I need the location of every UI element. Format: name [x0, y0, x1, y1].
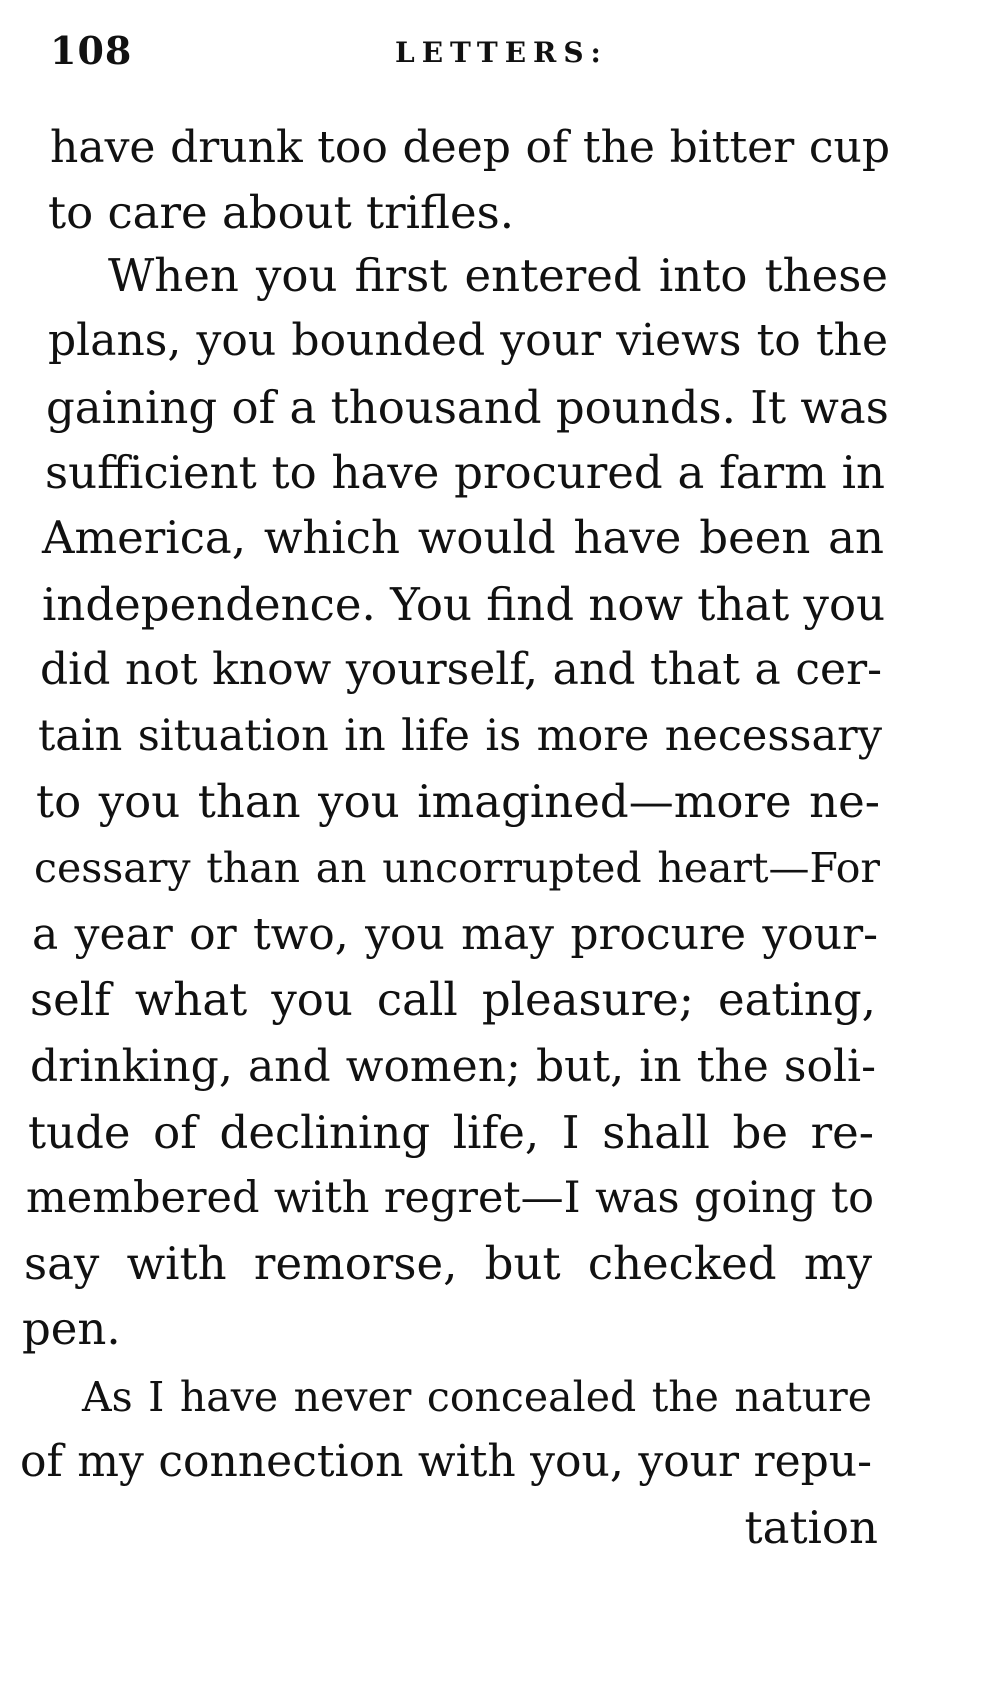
text-line: independence. You find now that you: [42, 578, 886, 631]
text-line: did not know yourself, and that a cer-: [40, 644, 882, 695]
text-line: say with remorse, but checked my: [24, 1237, 872, 1290]
text-line: gaining of a thousand pounds. It was: [46, 381, 889, 434]
text-line: sufficient to have procured a farm in: [45, 446, 885, 499]
text-line: to you than you imagined—more ne-: [36, 775, 880, 828]
page-number: 108: [50, 28, 133, 73]
text-line: America, which would have been an: [42, 511, 884, 564]
catchword: tation: [744, 1501, 878, 1554]
text-line: As I have never concealed the nature: [82, 1373, 872, 1421]
page-header: [50, 28, 950, 88]
text-line: of my connection with you, your repu-: [20, 1436, 872, 1487]
text-line: tain situation in life is more necessary: [38, 711, 882, 761]
text-line: to care about trifles.: [48, 186, 515, 239]
text-line: tude of declining life, I shall be re-: [28, 1106, 874, 1159]
text-line: membered with regret—I was going to: [26, 1173, 874, 1223]
running-head: LETTERS:: [395, 36, 608, 69]
text-line: plans, you bounded your views to the: [48, 315, 888, 366]
text-line: a year or two, you may procure your-: [32, 909, 878, 960]
text-line: have drunk too deep of the bitter cup: [50, 122, 890, 173]
text-line: When you first entered into these: [108, 249, 888, 302]
text-line: pen.: [22, 1302, 121, 1355]
text-line: cessary than an uncorrupted heart—For: [34, 844, 880, 892]
text-line: drinking, and women; but, in the soli-: [30, 1041, 876, 1092]
text-line: self what you call pleasure; eating,: [30, 973, 876, 1026]
